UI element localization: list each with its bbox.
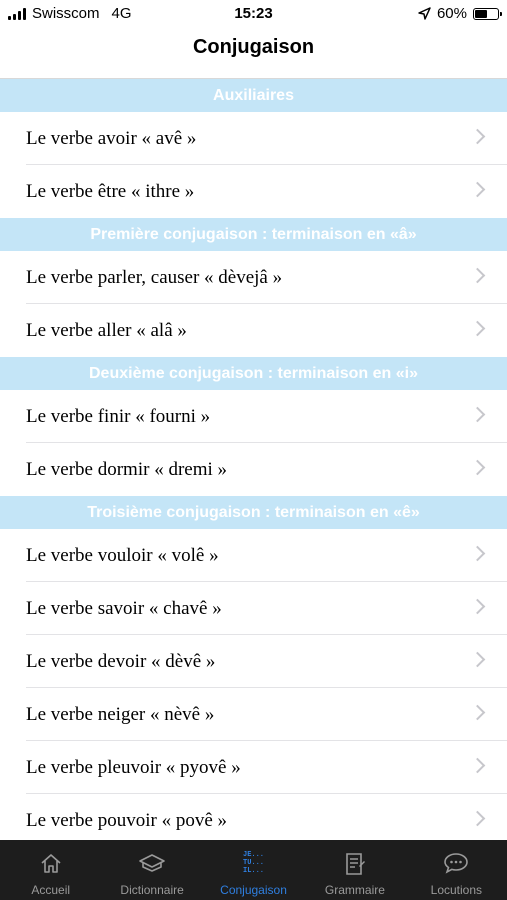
tab-accueil[interactable] xyxy=(0,840,101,900)
list-item[interactable] xyxy=(0,635,507,688)
tab-label: Dictionnaire xyxy=(120,883,184,897)
tab-label: Grammaire xyxy=(324,883,385,897)
verb-list[interactable] xyxy=(0,79,507,840)
list-item[interactable] xyxy=(0,443,507,496)
chevron-right-icon xyxy=(470,705,486,721)
tab-dictionnaire[interactable] xyxy=(101,840,202,900)
list-item[interactable] xyxy=(0,741,507,794)
carrier-name: Swisscom xyxy=(32,5,100,22)
list-item-label: Le verbe pouvoir « povê » xyxy=(26,810,228,831)
list-item-label: Le verbe savoir « chavê » xyxy=(26,598,222,619)
list-item[interactable] xyxy=(0,390,507,443)
status-bar xyxy=(0,0,507,28)
book-icon xyxy=(138,852,166,874)
location-arrow-icon xyxy=(418,7,431,20)
chevron-right-icon xyxy=(470,129,486,145)
list-item[interactable] xyxy=(0,582,507,635)
battery-icon xyxy=(473,8,499,20)
section-header-deuxieme: Deuxième conjugaison : terminaison en «i» xyxy=(0,357,507,390)
chevron-right-icon xyxy=(470,599,486,615)
list-item[interactable] xyxy=(0,529,507,582)
tab-grammaire[interactable] xyxy=(304,840,405,900)
chevron-right-icon xyxy=(470,182,486,198)
battery-percent: 60% xyxy=(436,5,467,22)
je-tu-il-icon: JE... TU... IL... xyxy=(243,851,265,875)
chevron-right-icon xyxy=(470,407,486,423)
list-item-label: Le verbe avoir « avê » xyxy=(26,128,197,149)
tab-conjugaison[interactable] xyxy=(203,840,304,900)
notepad-icon xyxy=(344,852,366,876)
list-item-label: Le verbe pleuvoir « pyovê » xyxy=(26,757,241,778)
status-right xyxy=(418,5,499,22)
list-item-label: Le verbe finir « fourni » xyxy=(26,406,211,427)
speech-bubble-icon xyxy=(443,852,469,874)
chevron-right-icon xyxy=(470,460,486,476)
chevron-right-icon xyxy=(470,546,486,562)
list-item[interactable] xyxy=(0,251,507,304)
section-header-premiere: Première conjugaison : terminaison en «â» xyxy=(0,218,507,251)
list-item[interactable] xyxy=(0,165,507,218)
chevron-right-icon xyxy=(470,321,486,337)
tab-label: Conjugaison xyxy=(220,883,287,897)
house-icon xyxy=(39,852,63,874)
tab-bar xyxy=(0,840,507,900)
chevron-right-icon xyxy=(470,268,486,284)
chevron-right-icon xyxy=(470,811,486,827)
list-item[interactable] xyxy=(0,688,507,741)
list-item[interactable] xyxy=(0,112,507,165)
list-item-label: Le verbe dormir « dremi » xyxy=(26,459,228,480)
list-item-label: Le verbe aller « alâ » xyxy=(26,320,187,341)
list-item-label: Le verbe neiger « nèvê » xyxy=(26,704,215,725)
list-item[interactable] xyxy=(0,304,507,357)
list-item-label: Le verbe devoir « dèvê » xyxy=(26,651,216,672)
tab-locutions[interactable] xyxy=(406,840,507,900)
tab-label: Accueil xyxy=(31,883,71,897)
page-title: Conjugaison xyxy=(192,36,315,58)
network-type: 4G xyxy=(111,5,132,22)
list-item-label: Le verbe être « ithre » xyxy=(26,181,195,202)
list-item[interactable] xyxy=(0,794,507,840)
tab-label: Locutions xyxy=(430,883,483,897)
list-item-label: Le verbe vouloir « volê » xyxy=(26,545,219,566)
section-header-auxiliaires: Auxiliaires xyxy=(0,79,507,112)
list-item-label: Le verbe parler, causer « dèvejâ » xyxy=(26,267,283,288)
chevron-right-icon xyxy=(470,652,486,668)
section-header-troisieme: Troisième conjugaison : terminaison en «ê» xyxy=(0,496,507,529)
status-time: 15:23 xyxy=(234,5,273,22)
chevron-right-icon xyxy=(470,758,486,774)
